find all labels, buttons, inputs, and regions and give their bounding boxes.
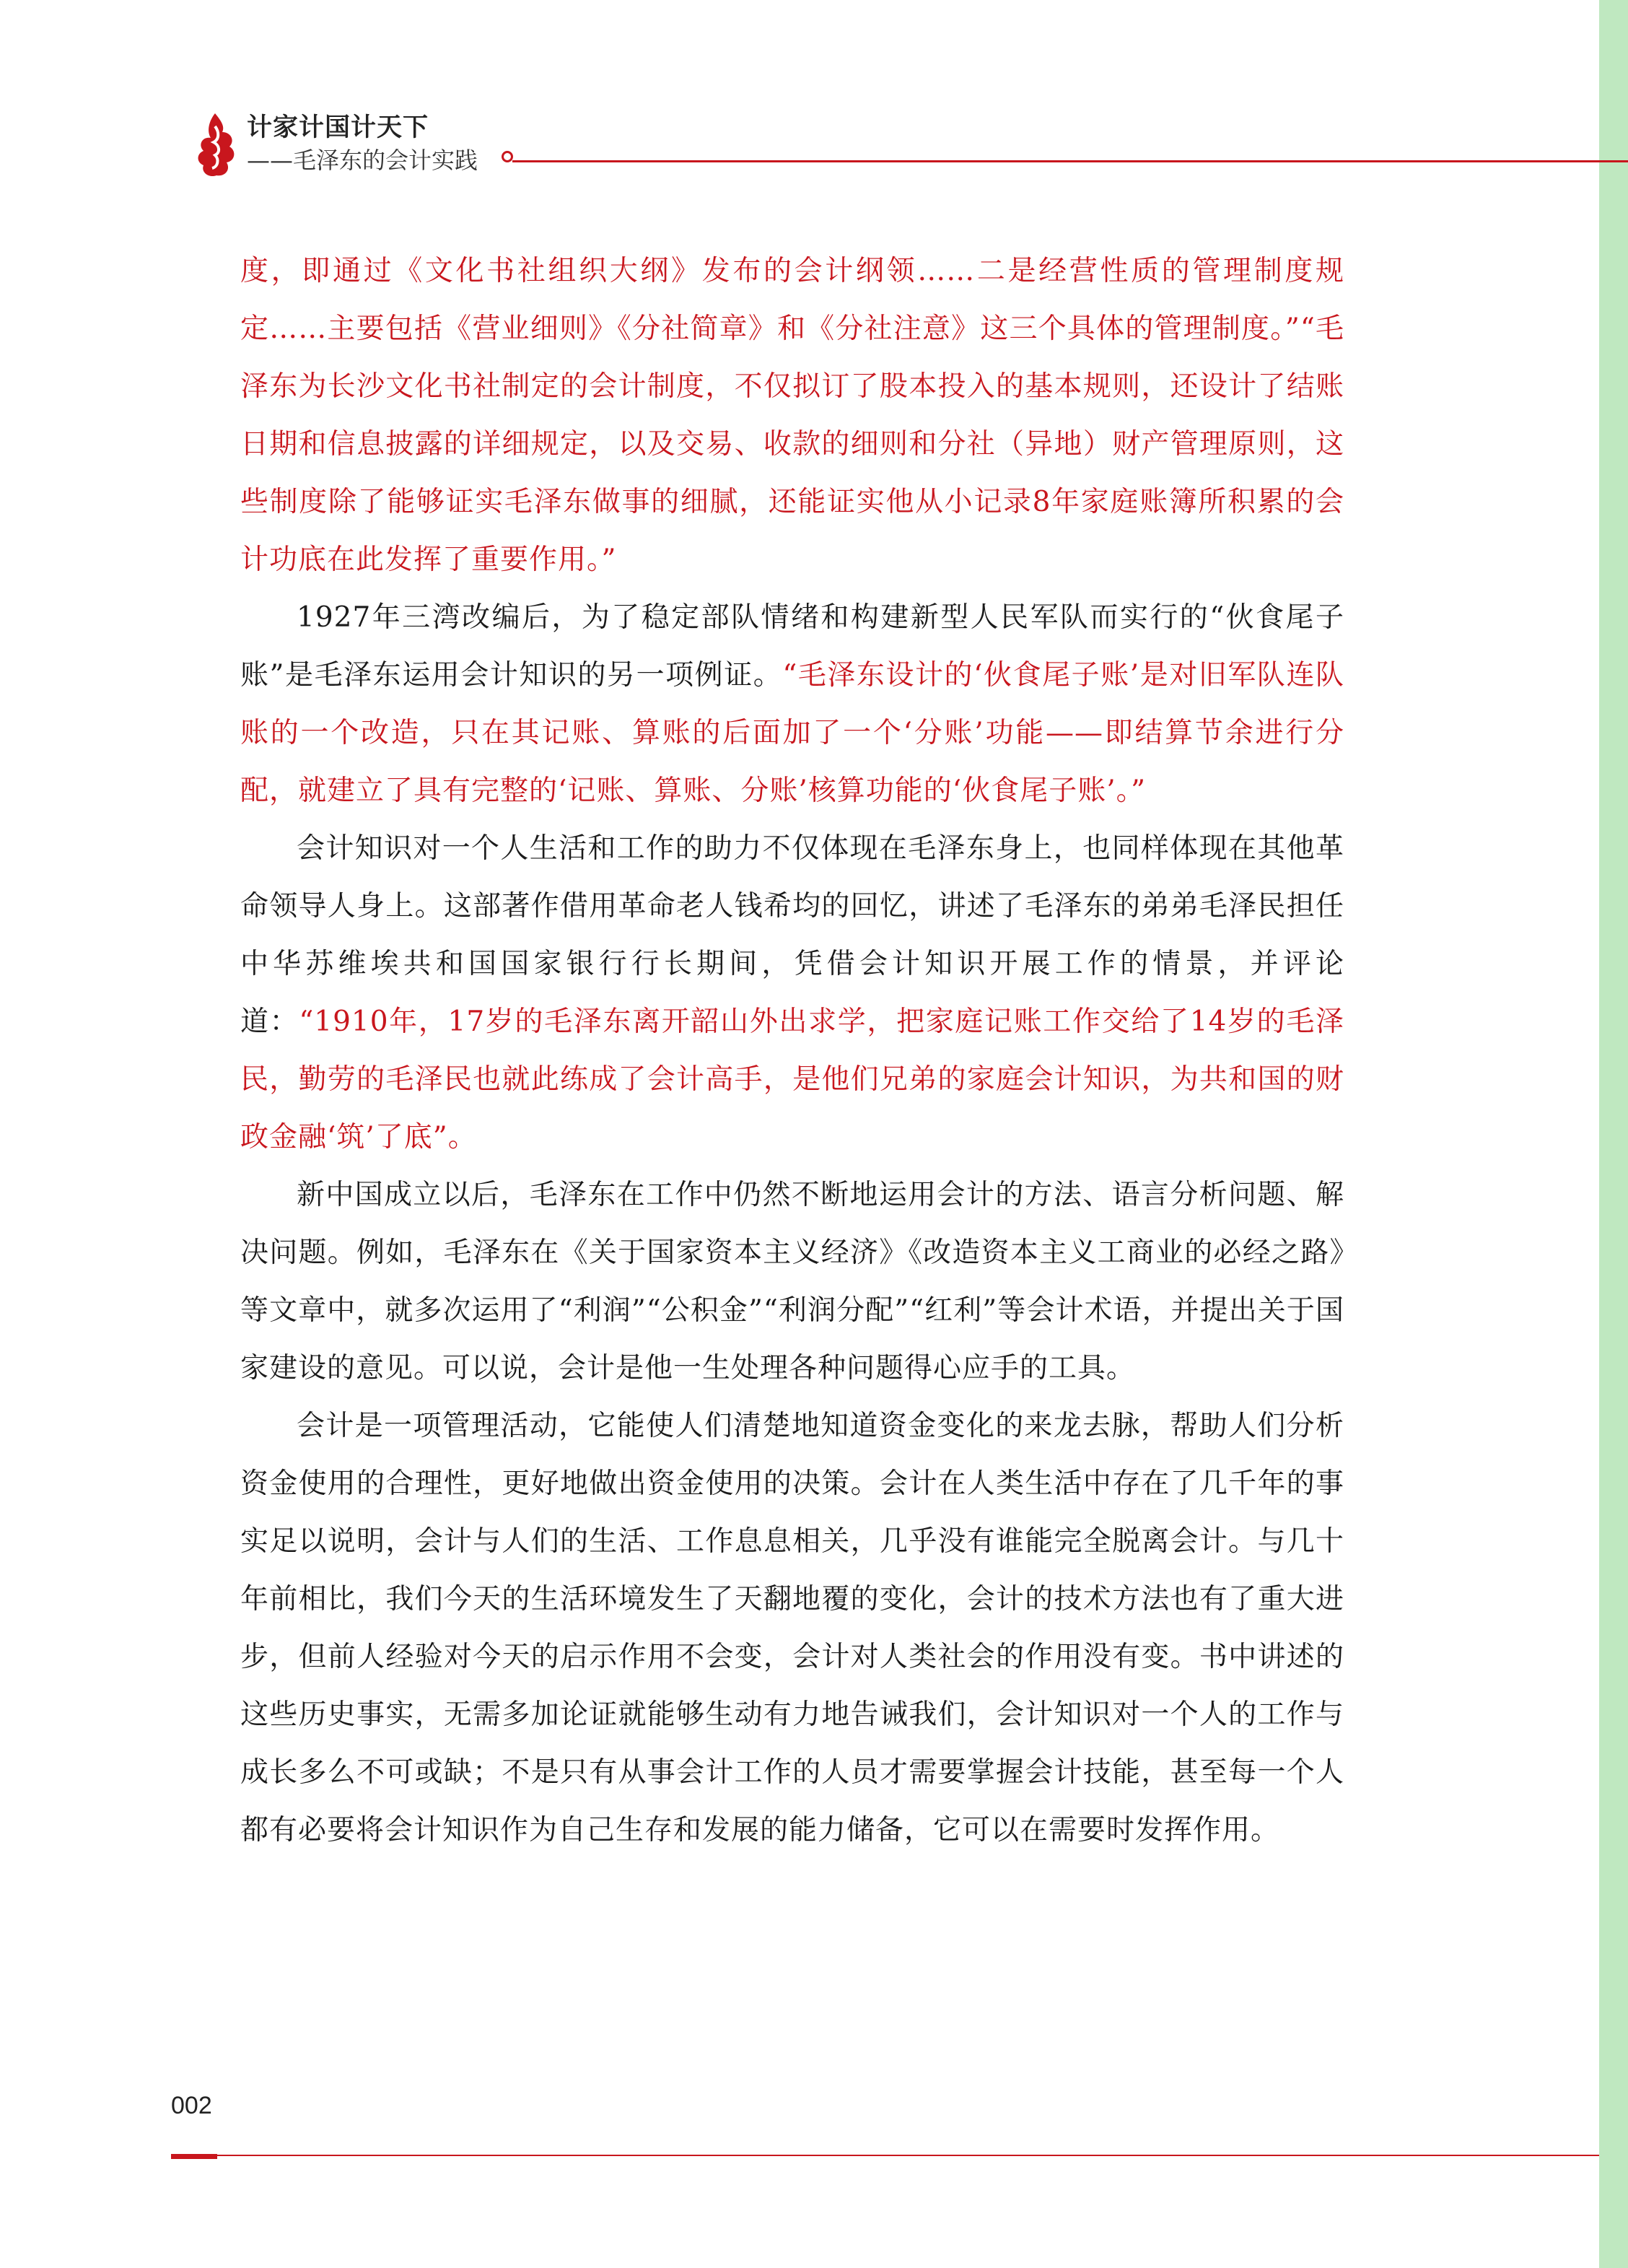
red-cloud-ornament-icon xyxy=(193,110,240,180)
header-rule xyxy=(512,160,1628,162)
footer-accent-bar xyxy=(171,2154,217,2159)
paragraph-4 xyxy=(240,1166,1344,1397)
paragraph-1 xyxy=(240,243,1344,589)
header-title: 计家计国计天下 xyxy=(247,113,429,142)
header-line-ornament xyxy=(502,151,513,162)
text-segment: 会计是一项管理活动，它能使人们清楚地知道资金变化的来龙去脉，帮助人们分析资金使用的合理性，更好地做出资金使用的决策。会计在人类生活中存在了几千年的事实足以说明，会计与人们的生活、工作息息相关，几乎没有谁能完全脱离会计。与几十年前相比，我们今天的生活环境发生了天翻地覆的变化，会计的技术方法也有了重大进步，但前人经验对今天的启示作用不会变，会计对人类社会的作用没有变。书中讲述的这些历史事实，无需多加论证就能够生动有力地告诫我们，会计知识对一个人的工作与成长多么不可或缺；不是只有从事会计工作的人员才需要掌握会计技能，甚至每一个人都有必要将会计知识作为自己生存和发展的能力储备，它可以在需要时发挥作用。 xyxy=(240,1410,1344,1846)
paragraph-5 xyxy=(240,1397,1344,1859)
paragraph-3 xyxy=(240,820,1344,1166)
side-color-strip xyxy=(1599,0,1628,2268)
red-quote-segment: 度，即通过《文化书社组织大纲》发布的会计纲领……二是经营性质的管理制度规定……主要包括《营业细则》《分社简章》和《分社注意》这三个具体的管理制度。”“毛泽东为长沙文化书社制定的会计制度，不仅拟订了股本投入的基本规则，还设计了结账日期和信息披露的详细规定，以及交易、收款的细则和分社（异地）财产管理原则，这些制度除了能够证实毛泽东做事的细腻，还能证实他从小记录8年家庭账簿所积累的会计功底在此发挥了重要作用。” xyxy=(240,255,1344,576)
text-segment: 会计知识对一个人生活和工作的助力不仅体现在毛泽东身上，也同样体现在其他革命领导人身上。这部著作借用革命老人钱希均的回忆，讲述了毛泽东的弟弟毛泽民担任中华苏维埃共和国国家银行行长期间，凭借会计知识开展工作的情景，并评论道： xyxy=(240,832,1344,1038)
text-segment: 1927年三湾改编后，为了稳定部队情绪和构建新型人民军队而实行的“伙食尾子账”是毛泽东运用会计知识的另一项例证。 xyxy=(240,601,1344,692)
body-text xyxy=(240,243,1344,1859)
page-number: 002 xyxy=(171,2092,212,2119)
header-subtitle: ——毛泽东的会计实践 xyxy=(247,147,478,174)
red-quote-segment: “1910年，17岁的毛泽东离开韶山外出求学，把家庭记账工作交给了14岁的毛泽民，勤劳的毛泽民也就此练成了会计高手，是他们兄弟的家庭会计知识，为共和国的财政金融‘筑’了底”。 xyxy=(240,1006,1344,1153)
red-quote-segment: “毛泽东设计的‘伙食尾子账’是对旧军队连队账的一个改造，只在其记账、算账的后面加了一个‘分账’功能——即结算节余进行分配，就建立了具有完整的‘记账、算账、分账’核算功能的‘伙食尾子账’。” xyxy=(240,659,1344,807)
paragraph-2 xyxy=(240,589,1344,820)
running-header xyxy=(180,105,1628,184)
text-segment: 新中国成立以后，毛泽东在工作中仍然不断地运用会计的方法、语言分析问题、解决问题。例如，毛泽东在《关于国家资本主义经济》《改造资本主义工商业的必经之路》等文章中，就多次运用了“利润”“公积金”“利润分配”“红利”等会计术语，并提出关于国家建设的意见。可以说，会计是他一生处理各种问题得心应手的工具。 xyxy=(240,1179,1344,1384)
footer-rule xyxy=(217,2155,1599,2156)
